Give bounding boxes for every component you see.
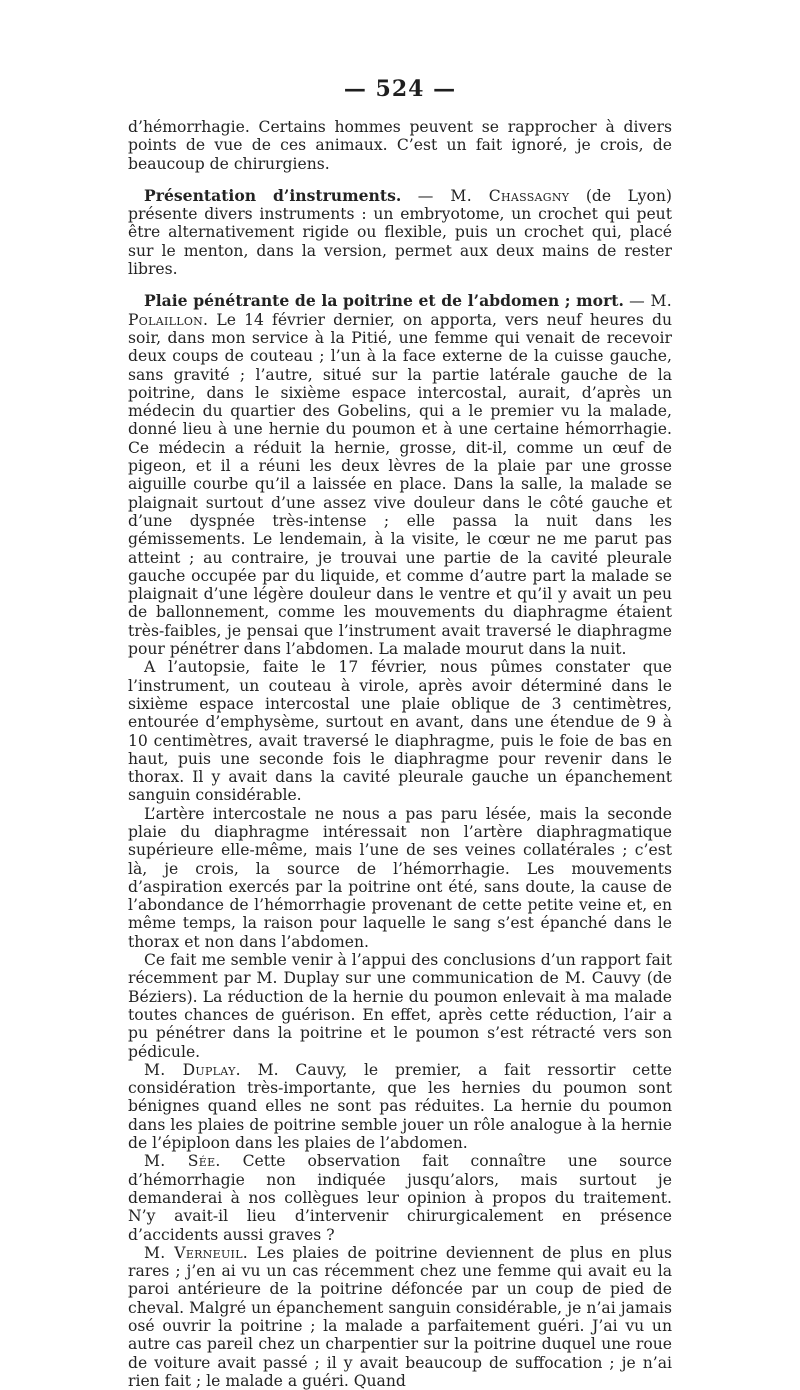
- paragraph-p4: [128, 658, 672, 804]
- paragraph-p1: [128, 118, 672, 173]
- speaker-name: M. Verneuil.: [144, 1243, 249, 1262]
- paragraph-p5: [128, 805, 672, 951]
- paragraph-p8: [128, 1152, 672, 1243]
- paragraph-p9: [128, 1244, 672, 1390]
- paragraph-p3: [128, 292, 672, 658]
- paragraph-p7: [128, 1061, 672, 1152]
- paragraph-text: (de Lyon) présente divers instruments : un embryotome, un crochet qui peut être alternativement rigide ou flexible, puis un crochet qui, placé sur le menton, dans la version, permet aux deux mains de rester libres.: [128, 186, 672, 279]
- page-number: — 524 —: [343, 76, 457, 102]
- section-heading: Plaie pénétrante de la poitrine et de l’abdomen ; mort.: [144, 291, 624, 311]
- speaker-name: — M. Chassagny: [417, 186, 570, 205]
- speaker-name: M. Sée.: [144, 1152, 221, 1171]
- paragraph-text: Ce fait me semble venir à l’appui des conclusions d’un rapport fait récemment par M. Duplay sur une communication de M. Cauvy (de Béziers). La réduction de la hernie du poumon enlevait à ma malade toutes chances de guérison. En effet, après cette réduction, l’air a pu pénétrer dans la poitrine et le poumon s’est rétracté vers son pédicule.: [128, 951, 672, 1061]
- paragraph-text: d’hémorrhagie. Certains hommes peuvent se rapprocher à divers points de vue de ces animaux. C’est un fait ignoré, je crois, de beaucoup de chirurgiens.: [128, 118, 672, 173]
- paragraph-text: Le 14 février dernier, on apporta, vers neuf heures du soir, dans mon service à la Pitié, une femme qui venait de recevoir deux coups de couteau ; l’un à la face externe de la cuisse gauche, sans gravité ; l’autre, situé sur la partie latérale gauche de la poitrine, dans le sixième espace intercostal, aurait, d’après un médecin du quartier des Gobelins, qui a le premier vu la malade, donné lieu à une hernie du poumon et à une certaine hémorrhagie. Ce médecin a réduit la hernie, grosse, dit-il, comme un œuf de pigeon, et il a réuni les deux lèvres de la plaie par une grosse aiguille courbe qu’il a laissée en place. Dans la salle, la malade se plaignait surtout d’une assez vive douleur dans le côté gauche et d’une dyspnée très-intense ; elle passa la nuit dans les gémissements. Le lendemain, à la visite, le cœur ne me parut pas atteint ; au contraire, je trouvai une partie de la cavité pleurale gauche occupée par du liquide, et comme d’autre part la malade se plaignait d’une légère douleur dans le ventre et qu’il y avait un peu de ballonnement, comme les mouvements du diaphragme étaient très-faibles, je pensai que l’instrument avait traversé le diaphragme pour pénétrer dans l’abdomen. La malade mourut dans la nuit.: [128, 310, 672, 659]
- paragraph-text: L’artère intercostale ne nous a pas paru lésée, mais la seconde plaie du diaphragme intéressait non l’artère diaphragmatique supérieure elle-même, mais l’une de ses veines collatérales ; c’est là, je crois, la source de l’hémorrhagie. Les mouvements d’aspiration exercés par la poitrine ont été, sans doute, la cause de l’abondance de l’hémorrhagie provenant de cette petite veine et, en même temps, la raison pour laquelle le sang s’est épanché dans le thorax et non dans l’abdomen.: [128, 804, 672, 951]
- paragraph-p6: [128, 951, 672, 1061]
- paragraph-text: M. Cauvy, le premier, a fait ressortir cette considération très-importante, que les hernies du poumon sont bénignes quand elles ne sont pas réduites. La hernie du poumon dans les plaies de poitrine semble jouer un rôle analogue à la hernie de l’épiploon dans les plaies de l’abdomen.: [128, 1060, 673, 1153]
- body-text: [128, 118, 672, 1390]
- section-heading: Présentation d’instruments.: [144, 185, 402, 205]
- paragraph-text: Cette observation fait connaître une source d’hémorrhagie non indiquée jusqu’alors, mais surtout je demanderai à nos collègues leur opinion à propos du traitement. N’y avait-il lieu d’intervenir chirurgicalement en présence d’accidents aussi graves ?: [128, 1152, 673, 1244]
- paragraph-p2: [128, 187, 672, 278]
- speaker-name: M. Duplay.: [144, 1060, 241, 1079]
- speaker-name: — M. Polaillon.: [128, 292, 672, 329]
- paragraph-text: Les plaies de poitrine deviennent de plus en plus rares ; j’en ai vu un cas récemment chez une femme qui avait eu la paroi antérieure de la poitrine défoncée par un coup de pied de cheval. Malgré un épanchement sanguin considérable, je n’ai jamais osé ouvrir la poitrine ; la malade a parfaitement guéri. J’ai vu un autre cas pareil chez un charpentier sur la poitrine duquel une roue de voiture avait passé ; il y avait beaucoup de suffocation ; je n’ai rien fait ; le malade a guéri. Quand: [128, 1243, 672, 1390]
- paragraph-text: A l’autopsie, faite le 17 février, nous pûmes constater que l’instrument, un couteau à virole, après avoir déterminé dans le sixième espace intercostal une plaie oblique de 3 centimètres, entourée d’emphysème, surtout en avant, dans une étendue de 9 à 10 centimètres, avait traversé le diaphragme, puis le foie de bas en haut, puis une seconde fois le diaphragme pour revenir dans le thorax. Il y avait dans la cavité pleurale gauche un épanchement sanguin considérable.: [128, 658, 672, 805]
